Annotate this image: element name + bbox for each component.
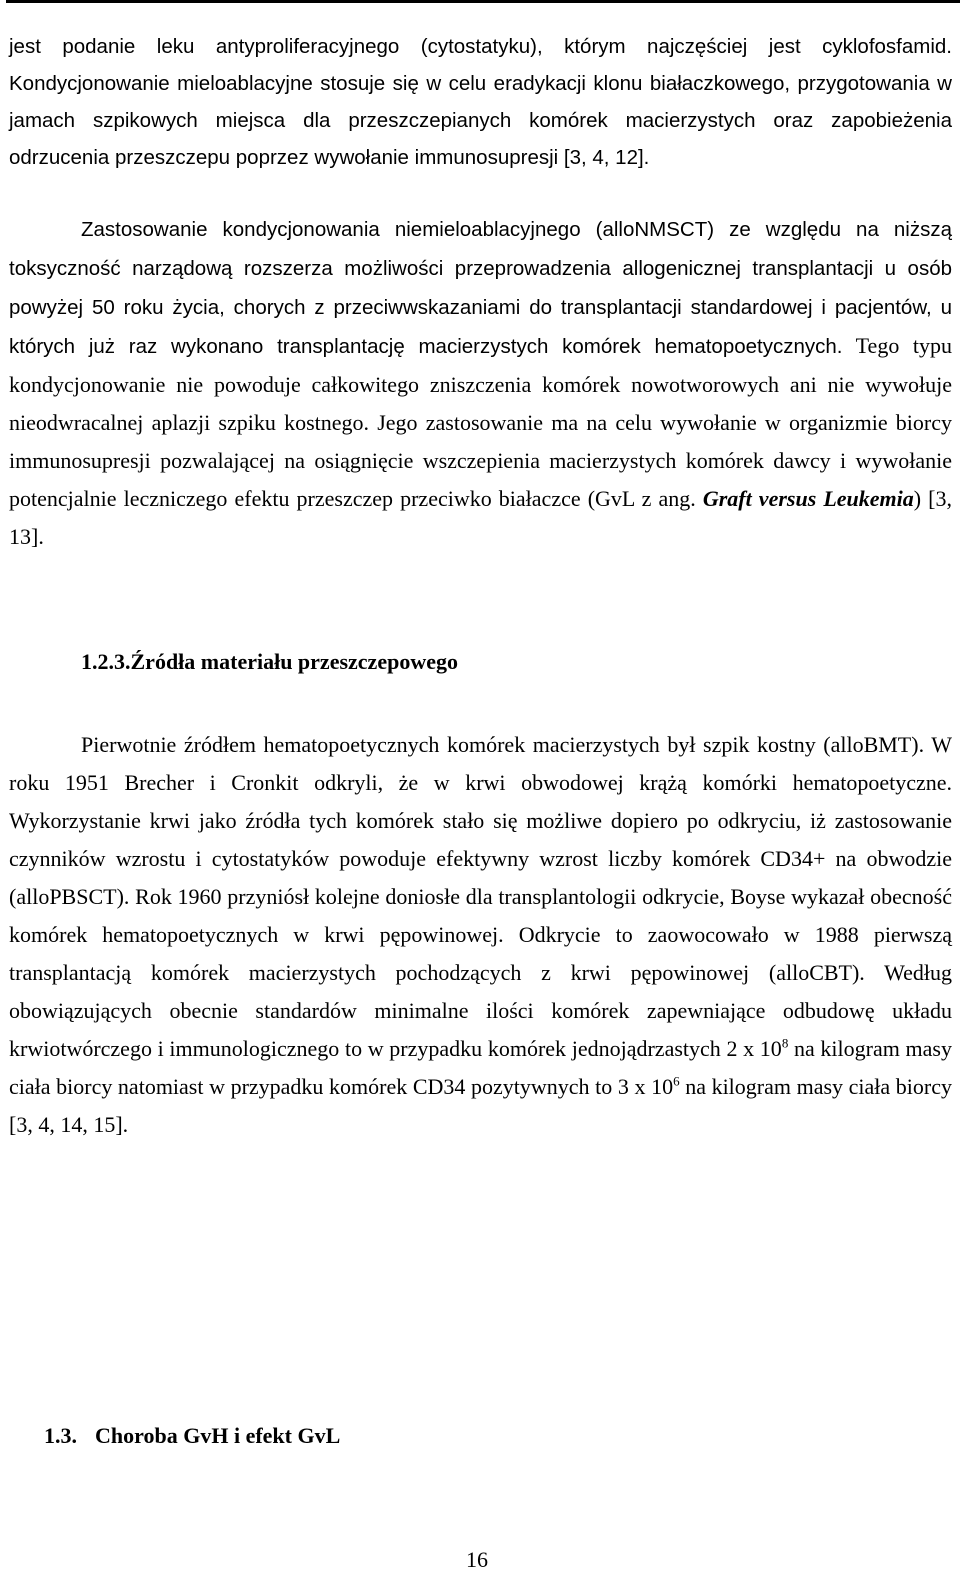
section-number: 1.3. — [44, 1423, 77, 1448]
sources-part-2: na kilogram masy ciała biorcy natomiast w przypadku komórek CD34 pozytywnych to 3 x 10 — [9, 1036, 952, 1099]
nmsct-body: Tego typu kondycjonowanie nie powoduje całkowitego zniszczenia komórek nowotworowych ani nie wywołuje nieodwracalnej aplazji szpiku kostnego. Jego zastosowanie ma na celu wywołanie w organizmie biorcy immunosupresji pozwalającej na osiągnięcie wszczepienia macierzystych komórek dawcy i wywołanie potencjalnie leczniczego efektu przeszczep przeciwko białaczce (GvL z ang. — [9, 333, 952, 511]
exponent-8: 8 — [781, 1035, 789, 1051]
nmsct-tail: ) [3, 13]. — [9, 486, 953, 549]
sources-part-1: Pierwotnie źródłem hematopoetycznych komórek macierzystych był szpik kostny (alloBMT). W roku 1951 Brecher i Cronkit odkryli, że w krwi obwodowej krążą komórki hematopoetyczne. Wykorzystanie krwi jako źródła tych komórek stało się możliwe dopiero po odkryciu, iż zastosowanie czynników wzrostu i cytostatyków powoduje efektywny wzrost liczby komórek CD34+ na obwodzie (alloPBSCT). Rok 1960 przyniósł kolejne doniosłe dla transplantologii odkrycie, Boyse wykazał obecność komórek hematopoetycznych w krwi pępowinowej. Odkrycie to zaowocowało w 1988 pierwszą transplantacją komórek macierzystych pochodzących z krwi pępowinowej (alloCBT). Według obowiązujących obecnie standardów minimalne ilości komórek zapewniające odbudowę układu krwiotwórczego i immunologicznego to w przypadku komórek jednojądrzastych 2 x 10 — [9, 732, 952, 1061]
section-title: Choroba GvH i efekt GvL — [95, 1423, 341, 1448]
nmsct-text — [9, 210, 952, 556]
graft-versus-leukemia-term: Graft versus Leukemia — [702, 486, 914, 511]
section-heading-1-2-3: 1.2.3.Źródła materiału przeszczepowego — [81, 649, 458, 674]
intro-text: Kondycjonowanie mieloablacyjne stosuje się w celu eradykacji klonu białaczkowego, przygotowania w jamach szpikowych miejsca dla przeszczepianych komórek macierzystych oraz zapobieżenia odrzucenia przeszczepu poprzez wywołanie immunosupresji [3, 4, 12]. — [9, 72, 952, 169]
top-border-line — [6, 0, 960, 3]
sources-part-3: na kilogram masy ciała biorcy [3, 4, 14, 15]. — [9, 1074, 952, 1137]
sources-text — [9, 726, 952, 1144]
sources-paragraph — [9, 726, 952, 1144]
exponent-6: 6 — [673, 1073, 680, 1089]
intro-paragraph — [9, 28, 952, 176]
page-number: 16 — [466, 1547, 488, 1572]
nmsct-lead: Zastosowanie kondycjonowania niemieloablacyjnego (alloNMSCT) ze względu na niższą toksyczność narządową rozszerza możliwości przeprowadzenia allogenicznej transplantacji u osób powyżej 50 roku życia, chorych z przeciwwskazaniami do transplantacji standardowej i pacjentów, u których już raz wykonano transplantację macierzystych komórek hematopoetycznych. — [9, 218, 952, 358]
section-heading-1-3 — [44, 1422, 340, 1450]
nmsct-paragraph — [9, 210, 952, 556]
intro-line-1: jest podanie leku antyproliferacyjnego (cytostatyku), którym najczęściej jest cyklofosfamid. — [9, 35, 952, 58]
